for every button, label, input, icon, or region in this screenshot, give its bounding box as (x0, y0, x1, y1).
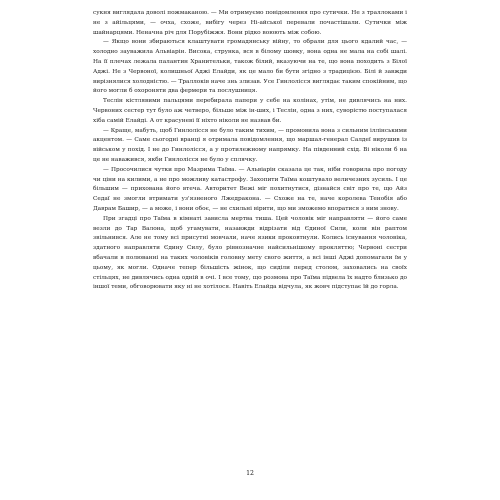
body-text (93, 9, 407, 293)
paragraph: сукня виглядала доволі пожмаканою. — Ми отримуємо повідомлення про сутички. Не з траллоками і не з айільцями, — очха, схоже, вибігу через Ні-айської перевали почастішали. Сутички між шайнарцями. Неначна річ для Порубіжжя. Вони рідко воюють між собою. (93, 10, 407, 36)
page-number: 12 (246, 470, 254, 477)
paragraph: Теслін кістлявими пальцями перебирала папери у себе на колінах, утім, не дивлячись на них. Червоних сестер тут було аж четверо, більше між ін-ших, і Теслін, одна з них, суворістю поступалася хіба самій Елайді. А от красуневі її ніхто ніколи не назвав би. (93, 98, 407, 124)
paragraph: — Краще, мабуть, щоб Гинлолісся не було таким тихим, — промовила вона з сильним іллінськими акцентом. — Саме сьогодні вранці я отримала повідомлення, що маршал-генерал Салдеї вирушив із військом у похід. І не до Гинлолісся, а у протилежному напрямку. На південний схід. Ві ніколи б на це не наважився, якби Гинлолісся не було у сплячку. (93, 127, 407, 163)
paragraph: При згадці про Таїма в кімнаті зависла мертва тиша. Цей чоловік міг направляти — його саме везли до Тар Валона, щоб угамувати, назавжди відрізати від Єдиної Сили, коли він раптом звільнився. Але не тому всі присутні мовчали, наче язики проковтнули. Колись існування чоловіка, здатного направляти Єдину Силу, було рівнозначне найсильнішому прокляттю; Червоні сестри вбачали в полюванні на таких чоловіків головну мету свого життя, а всі інші Аджі допомагали їм у цьому, як могли. Одначе тепер більшість жінок, що сиділи перед столом, заховались на своїх стільцях, не дивлячись одна одній в очі. І все тому, що розмова про Таїма підвела їх надто близько до іншої теми, обговорювати яку ні не хотілося. Навіть Елайда відчула, як жовч підступає їй до горла. (93, 215, 407, 291)
paragraph: — Просочилися чутки про Мазрима Таїма. — Альвіарін сказала це так, ніби говорила про погоду чи ціни на килими, а не про можливу катастрофу. Захопити Таїма коштувало величезних зусиль. І це більшим — прихована його втеча. Авторитет Вежі міг похитнутися, дізнайся світ про те, що Айз Седаї не змогли втримати уз'язненого Лжедракона. — Схоже на те, наче королева Тенобія або Даврам Башир, — а може, і вони обоє, — не схильні вірити, що ми зможемо впоратися з ним знову. (93, 166, 407, 212)
paragraph: — Якщо вони збираються клаштувати громадянську війну, то обрали для цього кдалий час, — холодно зауважила Альвіарін. Висока, струнка, вся в білому шовку, вона одна не мала на собі шалі. На її плечах лежала палантин Хранительки, також білий, вказуючи на те, що вона походить з Білої Аджі. Не з Червоної, колишньої Аджі Елайди, як це мало би бути згідно з традицією. Білі й завжди вирізнялися холодністю. — Траллоків наче знь злизав. Усе Гинлолісся виглядає таким спокійним, що його могли б охороняти два фермери та послушниця. (93, 39, 407, 95)
